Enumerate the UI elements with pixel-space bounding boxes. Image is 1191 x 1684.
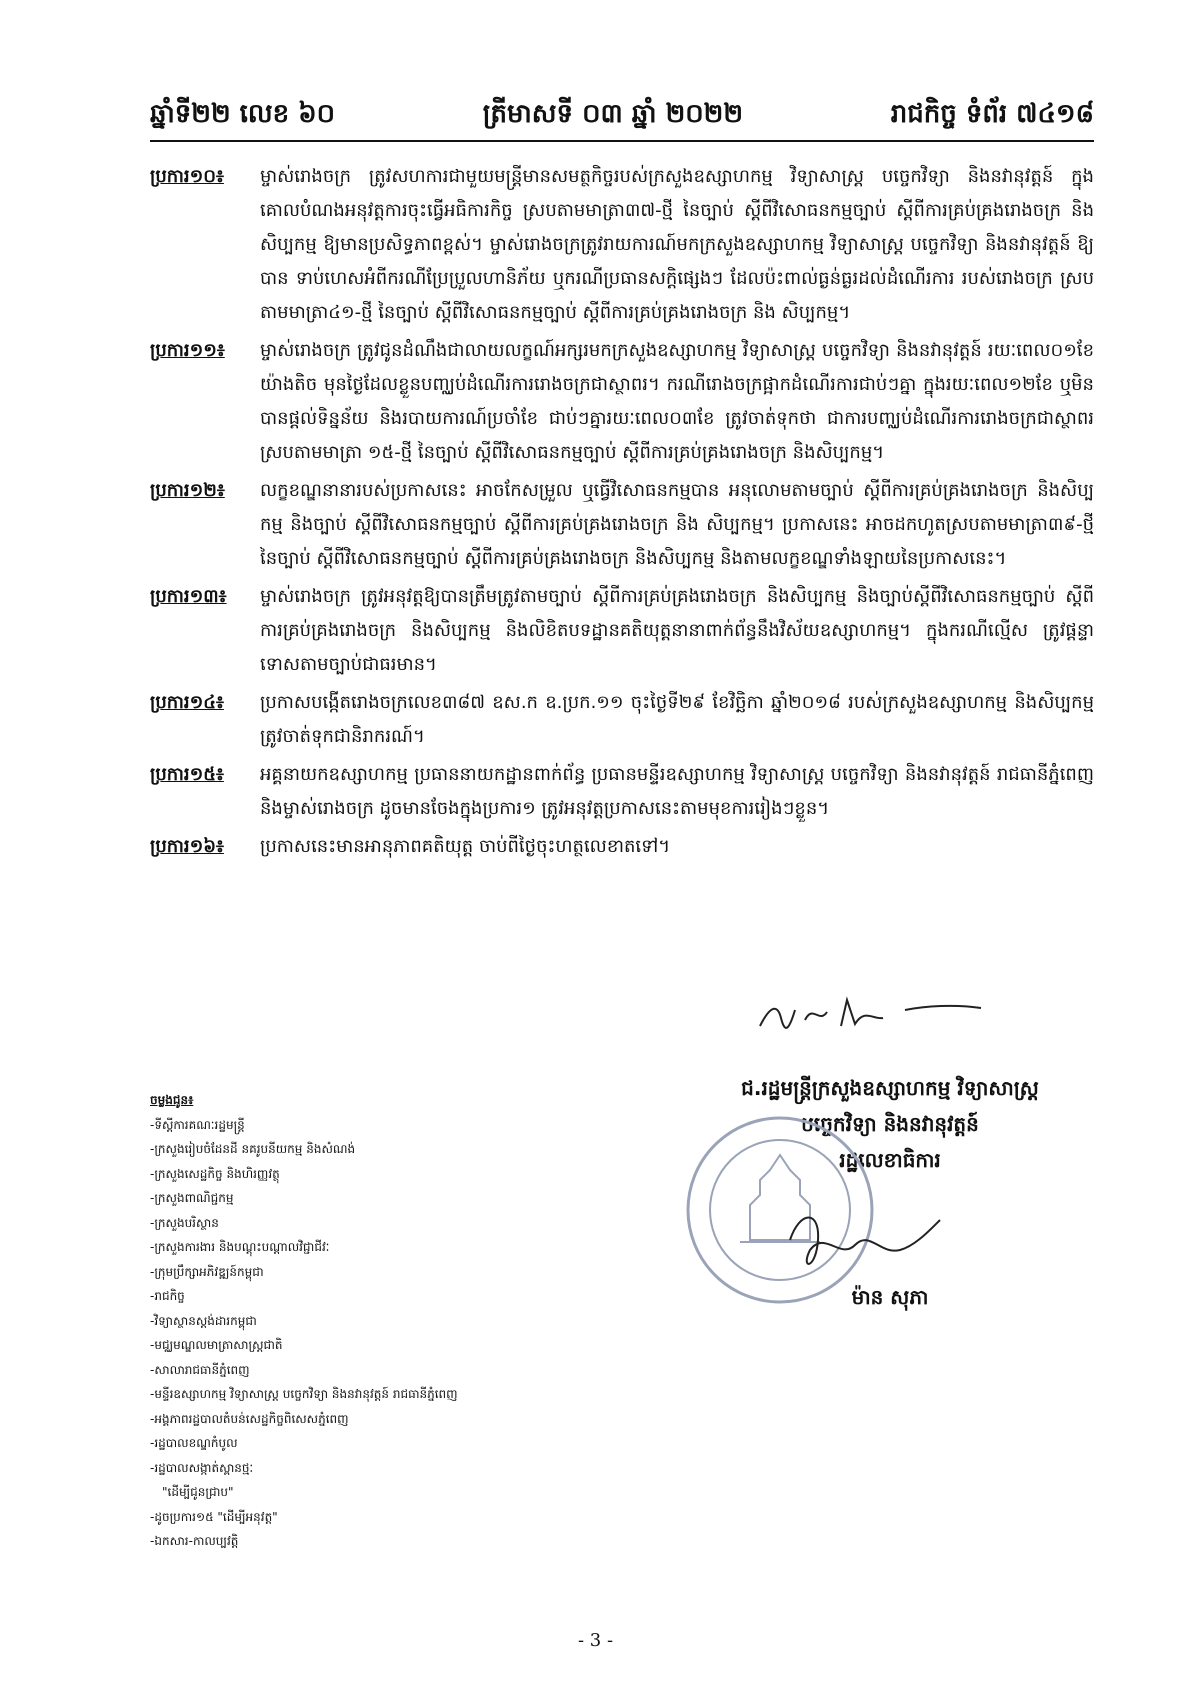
cc-item: -រដ្ឋបាលសង្កាត់ស្ពានថ្មៈ [150, 1460, 254, 1475]
signatory-title-line3: រដ្ឋលេខាធិការ [839, 1148, 941, 1172]
article-label: ប្រការ១២៖ [150, 480, 225, 501]
signature-block [690, 1070, 1090, 1330]
article-label: ប្រការ១៤៖ [150, 692, 224, 713]
article-16 [150, 830, 1094, 864]
article-12 [150, 474, 1094, 576]
article-label: ប្រការ១១៖ [150, 340, 225, 361]
cc-list [150, 1088, 620, 1554]
initials-signature [755, 990, 985, 1038]
article-10 [150, 160, 1094, 330]
cc-item: -ក្រុមប្រឹក្សាអភិវឌ្ឍន៍កម្ពុជា [150, 1264, 264, 1279]
cc-item: -ឯកសារ-កាលប្បវត្តិ [150, 1534, 239, 1548]
article-label: ប្រការ១៥៖ [150, 764, 224, 785]
page-header [150, 92, 1094, 140]
cc-item: -ដូចប្រការ១៥ "ដើម្បីអនុវត្ត" [150, 1509, 278, 1524]
header-page: រាជកិច្ច ទំព័រ ៧៤១៨ [890, 99, 1094, 129]
header-issue: ឆ្នាំទី២២ លេខ ៦០ [150, 99, 336, 129]
signer-name: ម៉ាន សុភា [851, 1285, 929, 1309]
cc-item: -ទីស្តីការគណៈរដ្ឋមន្ត្រី [150, 1117, 245, 1132]
cc-item: "ដើម្បីជូនជ្រាប" [162, 1485, 234, 1499]
article-text: ម្ចាស់រោងចក្រ ត្រូវអនុវត្តឱ្យបានត្រឹមត្រូវតាមច្បាប់ ស្តីពីការគ្រប់គ្រងរោងចក្រ និងសិប្បកម្ម និងច្បាប់ស្តីពីវិសោធនកម្មច្បាប់ ស្តីពីការគ្រប់គ្រងរោងចក្រ និងសិប្បកម្ម និងលិខិតបទដ្ឋានគតិយុត្តនានាពាក់ព័ន្ធនឹងវិស័យឧស្សាហកម្ម។ ក្នុងករណីល្មើស ត្រូវផ្តន្ទាទោសតាមច្បាប់ជាធរមាន។ [260, 586, 1094, 675]
cc-item: -ក្រសួងពាណិជ្ជកម្ម [150, 1191, 234, 1205]
signatory-title-line1: ជ.រដ្ឋមន្ត្រីក្រសួងឧស្សាហកម្ម វិទ្យាសាស្ត្រ [741, 1076, 1039, 1100]
header-rule [150, 140, 1094, 142]
article-label: ប្រការ១៦៖ [150, 836, 224, 857]
cc-item: -រដ្ឋបាលខណ្ឌកំបូល [150, 1436, 238, 1450]
article-text: ម្ចាស់រោងចក្រ ត្រូវសហការជាមួយមន្ត្រីមានសមត្ថកិច្ចរបស់ក្រសួងឧស្សាហកម្ម វិទ្យាសាស្ត្រ បច្ចេកវិទ្យា និងនវានុវត្តន៍ ក្នុងគោលបំណងអនុវត្តការចុះធ្វើអធិការកិច្ច ស្របតាមមាត្រា៣៧-ថ្មី នៃច្បាប់ ស្តីពីវិសោធនកម្មច្បាប់ ស្តីពីការគ្រប់គ្រងរោងចក្រ និងសិប្បកម្ម ឱ្យមានប្រសិទ្ធភាពខ្ពស់។ ម្ចាស់រោងចក្រត្រូវរាយការណ៍មកក្រសួងឧស្សាហកម្ម វិទ្យាសាស្ត្រ បច្ចេកវិទ្យា និងនវានុវត្តន៍ ឱ្យបាន ទាប់ហេសអំពីករណីប្រែប្រួលហានិភ័យ ឬករណីប្រធានសក្តិផ្សេងៗ ដែលប៉ះពាល់ធ្ងន់ធ្ងរដល់ដំណើរការ របស់រោងចក្រ ស្របតាមមាត្រា៤១-ថ្មី នៃច្បាប់ ស្តីពីវិសោធនកម្មច្បាប់ ស្តីពីការគ្រប់គ្រងរោងចក្រ និង សិប្បកម្ម។ [260, 166, 1094, 323]
cc-item: -មជ្ឈមណ្ឌលមាត្រាសាស្ត្រជាតិ [150, 1338, 283, 1352]
header-quarter: ត្រីមាសទី ០៣ ឆ្នាំ ២០២២ [482, 99, 744, 129]
article-label: ប្រការ១០៖ [150, 166, 224, 187]
article-11 [150, 334, 1094, 470]
article-text: ម្ចាស់រោងចក្រ ត្រូវជូនដំណឹងជាលាយលក្ខណ៍អក្សរមកក្រសួងឧស្សាហកម្ម វិទ្យាសាស្ត្រ បច្ចេកវិទ្យា និងនវានុវត្តន៍ រយៈពេល០១ខែយ៉ាងតិច មុនថ្ងៃដែលខ្លួនបញ្ឈប់ដំណើរការរោងចក្រជាស្ថាពរ។ ករណីរោងចក្រផ្អាកដំណើរការជាប់ៗគ្នា ក្នុងរយៈពេល១២ខែ ឬមិនបានផ្តល់ទិន្នន័យ និងរបាយការណ៍ប្រចាំខែ ជាប់ៗគ្នារយៈពេល០៣ខែ ត្រូវចាត់ទុកថា ជាការបញ្ឈប់ដំណើរការរោងចក្រជាស្ថាពរ ស្របតាមមាត្រា ១៥-ថ្មី នៃច្បាប់ ស្តីពីវិសោធនកម្មច្បាប់ ស្តីពីការគ្រប់គ្រងរោងចក្រ និងសិប្បកម្ម។ [260, 340, 1094, 463]
article-13 [150, 580, 1094, 682]
article-text: ប្រកាសបង្កើតរោងចក្រលេខ៣៨៧ ឧស.ក ឧ.ប្រក.១១ ចុះថ្ងៃទី២៩ ខែវិច្ឆិកា ឆ្នាំ២០១៨ របស់ក្រសួងឧស្សាហកម្ម និងសិប្បកម្ម ត្រូវចាត់ទុកជានិរាករណ៍។ [260, 692, 1094, 747]
cc-item: -វិទ្យាស្ថានស្តង់ដារកម្ពុជា [150, 1313, 257, 1328]
signatory-title-line2: បច្ចេកវិទ្យា និងនវានុវត្តន៍ [801, 1112, 979, 1136]
article-14 [150, 686, 1094, 754]
article-text: អគ្គនាយកឧស្សាហកម្ម ប្រធាននាយកដ្ឋានពាក់ព័ន្ធ ប្រធានមន្ទីរឧស្សាហកម្ម វិទ្យាសាស្ត្រ បច្ចេកវិទ្យា និងនវានុវត្តន៍ រាជធានីភ្នំពេញ និងម្ចាស់រោងចក្រ ដូចមានចែងក្នុងប្រការ១ ត្រូវអនុវត្តប្រកាសនេះតាមមុខការរៀងៗខ្លួន។ [260, 764, 1094, 819]
page-number: - 3 - [577, 1630, 614, 1651]
cc-item: -អង្គភាពរដ្ឋបាលតំបន់សេដ្ឋកិច្ចពិសេសភ្នំពេញ [150, 1411, 349, 1426]
handwritten-signature [780, 1200, 950, 1280]
cc-item: -ក្រសួងបរិស្ថាន [150, 1215, 219, 1230]
article-text: លក្ខខណ្ឌនានារបស់ប្រកាសនេះ អាចកែសម្រួល ឬធ្វើវិសោធនកម្មបាន អនុលោមតាមច្បាប់ ស្តីពីការគ្រប់គ្រងរោងចក្រ និងសិប្បកម្ម និងច្បាប់ ស្តីពីវិសោធនកម្មច្បាប់ ស្តីពីការគ្រប់គ្រងរោងចក្រ និង សិប្បកម្ម។ ប្រកាសនេះ អាចដកហូតស្របតាមមាត្រា៣៩-ថ្មី នៃច្បាប់ ស្តីពីវិសោធនកម្មច្បាប់ ស្តីពីការគ្រប់គ្រងរោងចក្រ និងសិប្បកម្ម និងតាមលក្ខខណ្ឌទាំងឡាយនៃប្រកាសនេះ។ [260, 480, 1094, 569]
cc-title: ចម្លងជូន៖ [150, 1093, 194, 1107]
cc-item: -ក្រសួងសេដ្ឋកិច្ច និងហិរញ្ញវត្ថុ [150, 1166, 280, 1181]
cc-item: -មន្ទីរឧស្សាហកម្ម វិទ្យាសាស្ត្រ បច្ចេកវិទ្យា និងនវានុវត្តន៍ រាជធានីភ្នំពេញ [150, 1387, 458, 1401]
cc-item: -សាលារាជធានីភ្នំពេញ [150, 1362, 250, 1377]
article-text: ប្រកាសនេះមានអានុភាពគតិយុត្ត ចាប់ពីថ្ងៃចុះហត្ថលេខាតទៅ។ [260, 836, 671, 857]
cc-item: -ក្រសួងការងារ និងបណ្តុះបណ្តាលវិជ្ជាជីវៈ [150, 1240, 330, 1254]
cc-item: -រាជកិច្ច [150, 1289, 185, 1303]
article-label: ប្រការ១៣៖ [150, 586, 227, 607]
article-15 [150, 758, 1094, 826]
articles [150, 160, 1094, 868]
cc-item: -ក្រសួងរៀបចំដែនដី នគរូបនីយកម្ម និងសំណង់ [150, 1142, 356, 1156]
